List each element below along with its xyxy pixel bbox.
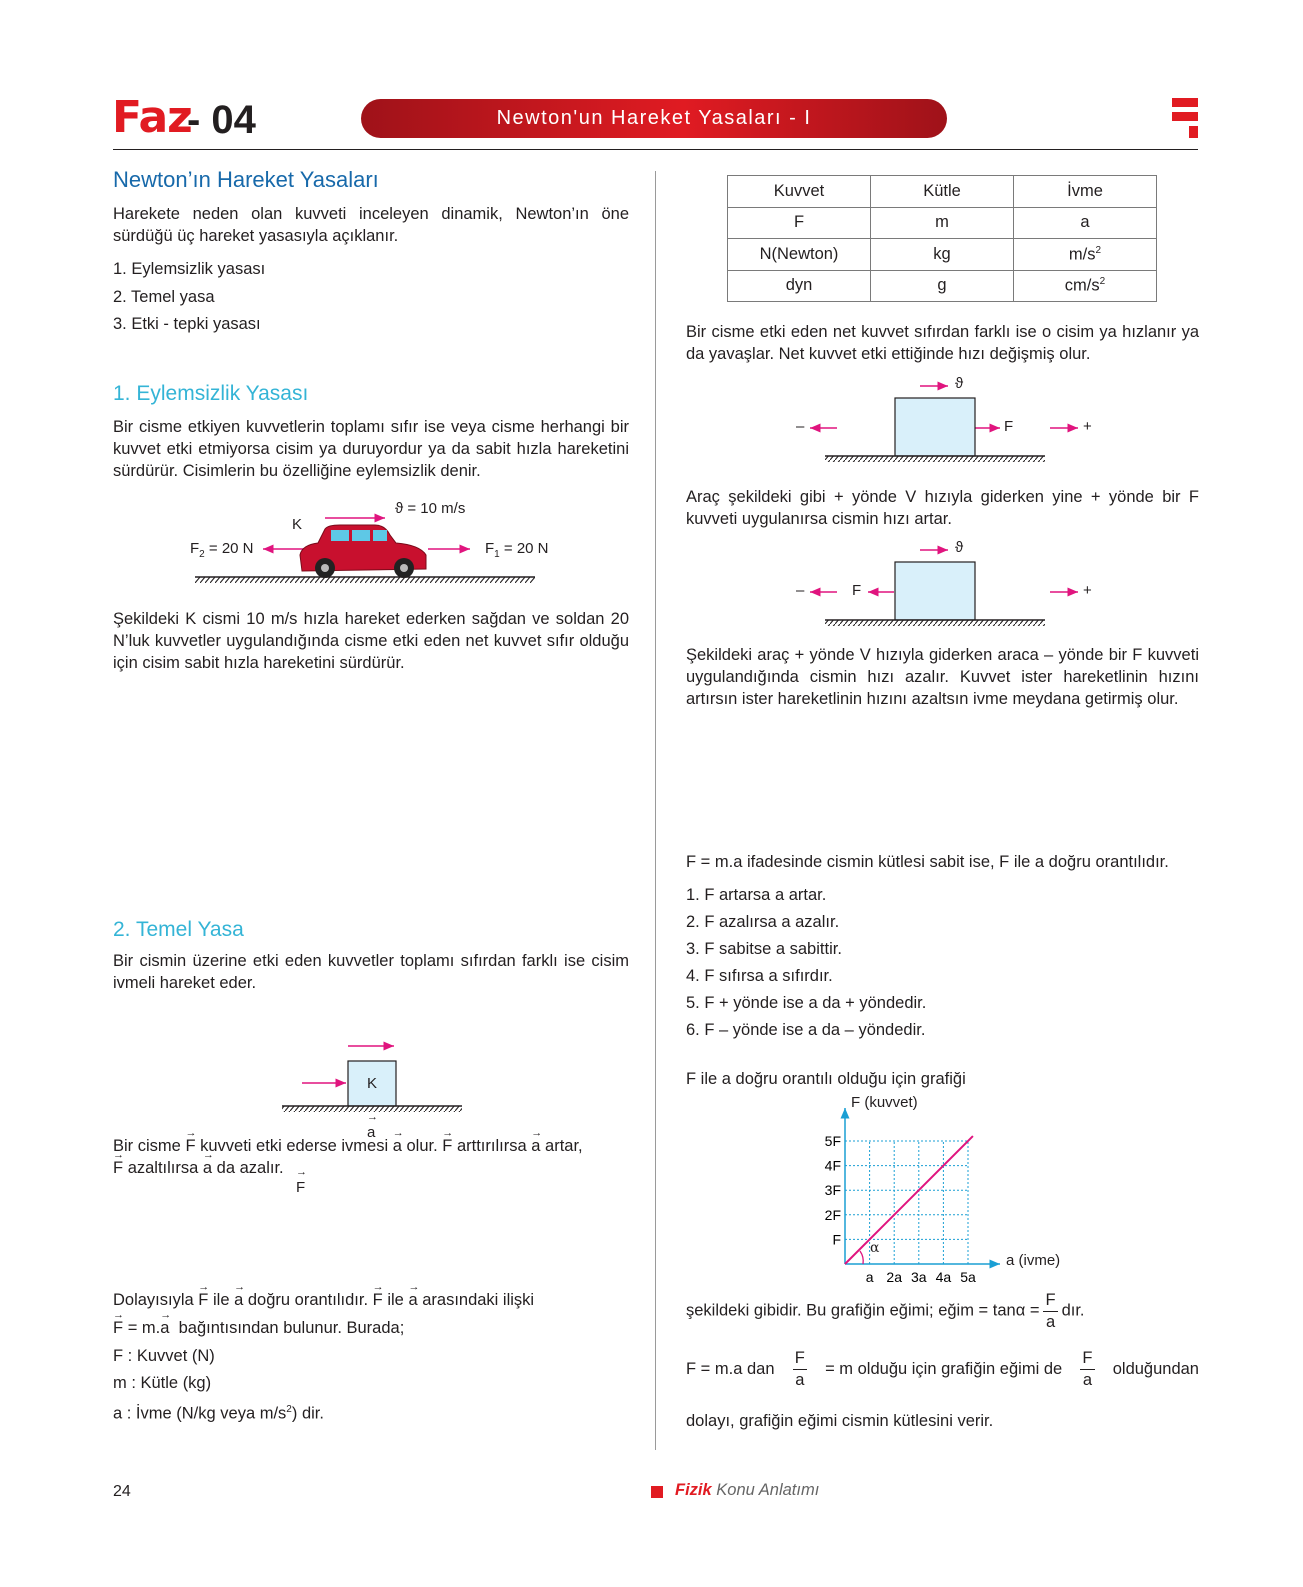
force-acceleration-chart xyxy=(790,1094,1080,1288)
fraction: $\frac{F}{a}$ xyxy=(1045,1291,1056,1331)
page-title-text: Newton'un Hareket Yasaları - I xyxy=(496,107,812,129)
net-force-paragraph: Bir cisme etki eden net kuvvet sıfırdan farklı ise o cisim ya hızlanır ya da yavaşlar. Net kuvvet etki ettiğinde hızı değişmiş olur. xyxy=(686,323,1199,363)
rule-item: 4. F sıfırsa a sıfırdır. xyxy=(686,967,833,985)
formula-line: → F = m.→ a bağıntısından bulunur. Burada; xyxy=(113,1317,404,1339)
table-cell: $m/s^2$ xyxy=(1014,239,1157,271)
units-table xyxy=(727,175,1157,302)
corner-logo-icon xyxy=(1172,98,1198,138)
x-tick-label: 4a xyxy=(935,1269,952,1285)
column-divider xyxy=(655,171,656,1450)
decelerating-block-figure xyxy=(790,540,1120,632)
y-tick-label: F xyxy=(832,1231,841,1248)
x-tick-label: 2a xyxy=(886,1269,902,1285)
slope-line: şekildeki gibidir. Bu grafiğin eğimi; eğim = tanα = $\frac{F}{a}$ dır. xyxy=(686,1291,1085,1331)
plus-sign: + xyxy=(1083,582,1092,599)
force-f-label: F xyxy=(1004,418,1014,435)
x-axis-label: a (ivme) xyxy=(1006,1252,1061,1269)
force-vector-label: → F xyxy=(296,1179,305,1196)
page-title xyxy=(361,99,947,138)
temel-yasa-vector-text: Bir cisme → F kuvveti etki ederse ivmesi → a olur. → F arttırılırsa → a artar, → F azaltılırsa → a da azalır. xyxy=(113,1135,629,1179)
table-cell: a xyxy=(1014,207,1157,239)
footer-book-title: Fizik Konu Anlatımı xyxy=(675,1481,820,1499)
proportional-paragraph: F = m.a ifadesinde cismin kütlesi sabit ise, F ile a doğru orantılıdır. xyxy=(686,853,1169,871)
table-cell: kg xyxy=(871,239,1014,271)
eylemsizlik-title: 1. Eylemsizlik Yasası xyxy=(113,382,309,405)
rule-item: 6. F – yönde ise a da – yöndedir. xyxy=(686,1021,926,1039)
velocity-symbol: ϑ xyxy=(955,375,964,392)
y-tick-label: 4F xyxy=(824,1157,841,1174)
x-tick-label: 5a xyxy=(960,1269,976,1285)
y-tick-label: 2F xyxy=(824,1206,841,1223)
eylemsizlik-explanation: Şekildeki K cismi 10 m/s hızla hareket ederken sağdan ve soldan 20 N’luk kuvvetler uygulandığında cisme etki eden net kuvvet sıfır olduğu için cisim sabit hızla hareketini sürdürür. xyxy=(113,610,629,672)
x-tick-label: 3a xyxy=(911,1269,927,1285)
accelerating-block-figure xyxy=(790,376,1120,468)
velocity-symbol: ϑ xyxy=(955,539,964,556)
force-f-label: F xyxy=(852,582,862,599)
table-cell: N(Newton) xyxy=(728,239,871,271)
car-body-label: K xyxy=(292,516,303,533)
angle-label: α xyxy=(870,1240,880,1256)
brand-logo: Faz xyxy=(112,92,192,143)
angle-arc xyxy=(860,1251,863,1264)
law-item: 3. Etki - tepki yasası xyxy=(113,315,261,333)
table-header-cell: Kütle xyxy=(871,176,1014,208)
plus-sign: + xyxy=(1083,418,1092,435)
x-tick-label: a xyxy=(865,1269,874,1285)
mass-line: F = m.a dan $\frac{F}{a}$ = m olduğu için grafiğin eğimi de $\frac{F}{a}$ olduğundan xyxy=(686,1349,1199,1389)
minus-sign: – xyxy=(796,418,805,435)
table-cell: dyn xyxy=(728,270,871,302)
chapter-number: - 04 xyxy=(187,98,256,142)
table-row xyxy=(728,239,1157,271)
graph-intro: F ile a doğru orantılı olduğu için grafiği xyxy=(686,1070,966,1088)
table-cell: g xyxy=(871,270,1014,302)
table-header-cell: İvme xyxy=(1014,176,1157,208)
relation-text: Dolayısıyla → F ile → a doğru orantılıdır. → F ile → a arasındaki ilişki xyxy=(113,1289,534,1311)
temel-yasa-paragraph: Bir cismin üzerine etki eden kuvvetler toplamı sıfırdan farklı ise cisim ivmeli hareket eder. xyxy=(113,952,629,992)
law-item: 2. Temel yasa xyxy=(113,288,215,306)
y-tick-label: 5F xyxy=(824,1133,841,1149)
table-row xyxy=(728,207,1157,239)
table-cell: $cm/s^2$ xyxy=(1014,270,1157,302)
section-title: Newton’ın Hareket Yasaları xyxy=(113,167,379,192)
page-number: 24 xyxy=(113,1483,131,1500)
law-item: 1. Eylemsizlik yasası xyxy=(113,260,266,278)
y-axis-label: F (kuvvet) xyxy=(851,1094,918,1111)
footer-square-icon xyxy=(651,1486,663,1498)
table-header-row xyxy=(728,176,1157,208)
rule-item: 3. F sabitse a sabittir. xyxy=(686,940,842,958)
f2-label: $F_2 = 20$ N xyxy=(190,540,254,560)
rule-item: 5. F + yönde ise a da + yöndedir. xyxy=(686,994,927,1012)
car-figure xyxy=(190,500,550,595)
header-rule xyxy=(113,149,1198,150)
def-force: F : Kuvvet (N) xyxy=(113,1347,215,1365)
f1-label: $F_1 = 20$ N xyxy=(485,540,549,560)
y-tick-label: 3F xyxy=(824,1182,841,1199)
series-line xyxy=(845,1136,973,1264)
eylemsizlik-paragraph: Bir cisme etkiyen kuvvetlerin toplamı sıfır ise veya cisme herhangi bir kuvvet etki etmiyorsa cisim ya duruyordur ya da sabit hızla hareketini sürdürür. Cisimlerin bu özelliğine eylemsizlik denir. xyxy=(113,418,629,480)
speed-increase-paragraph: Araç şekildeki gibi + yönde V hızıyla giderken yine + yönde bir F kuvveti uygulanırsa cismin hızı artar. xyxy=(686,488,1199,528)
rule-item: 1. F artarsa a artar. xyxy=(686,886,827,904)
table-header-cell: Kuvvet xyxy=(728,176,871,208)
table-cell: F xyxy=(728,207,871,239)
def-mass: m : Kütle (kg) xyxy=(113,1374,212,1392)
block-k-label: K xyxy=(367,1075,378,1092)
fraction: $\frac{F}{a}$ xyxy=(794,1349,805,1389)
block-force-figure xyxy=(280,1015,470,1196)
def-accel: a : İvme (N/kg veya $m/s^2$) dir. xyxy=(113,1404,324,1423)
velocity-label: ϑ = 10 m/s xyxy=(395,500,466,517)
fraction: $\frac{F}{a}$ xyxy=(1082,1349,1093,1389)
speed-decrease-paragraph: Şekildeki araç + yönde V hızıyla giderken araca – yönde bir F kuvveti uygulandığında cismin hızı azalır. Kuvvet ister hareketlinin hızını artırsın ister hareketlinin hızını azaltsın ivme meydana getirmiş olur. xyxy=(686,646,1199,708)
intro-paragraph: Harekete neden olan kuvveti inceleyen dinamik, Newton’ın öne sürdüğü üç hareket yasasıyla açıklanır. xyxy=(113,205,629,245)
rule-item: 2. F azalırsa a azalır. xyxy=(686,913,840,931)
conclusion-line: dolayı, grafiğin eğimi cismin kütlesini verir. xyxy=(686,1412,994,1430)
temel-yasa-title: 2. Temel Yasa xyxy=(113,918,244,941)
accel-vector-label: → a xyxy=(367,1124,375,1141)
table-row xyxy=(728,270,1157,302)
table-cell: m xyxy=(871,207,1014,239)
minus-sign: – xyxy=(796,582,805,599)
